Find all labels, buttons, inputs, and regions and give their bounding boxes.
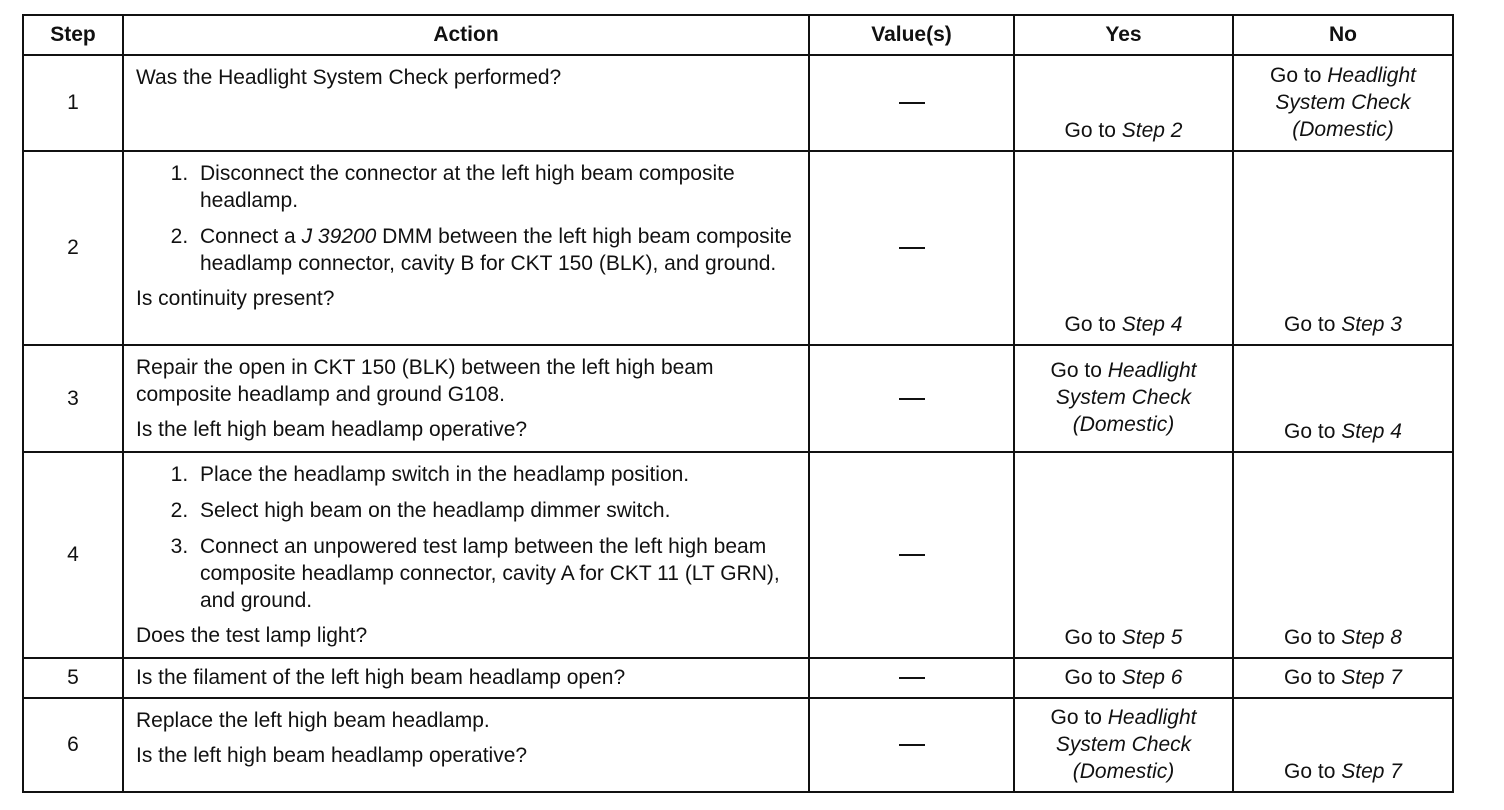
no-target: (Domestic) — [1292, 118, 1394, 141]
action-steps — [136, 160, 798, 277]
action-cell — [123, 452, 809, 658]
yes-target: Step 6 — [1121, 665, 1183, 689]
no-target: Step 3 — [1341, 313, 1402, 336]
em-dash — [899, 102, 925, 104]
diagnostic-table — [22, 14, 1454, 793]
value-cell — [809, 345, 1014, 452]
no-prefix: Go to — [1284, 313, 1336, 336]
step-number: 1 — [23, 55, 123, 151]
no-cell — [1233, 452, 1453, 658]
step-number: 3 — [23, 345, 123, 452]
no-prefix: Go to — [1284, 626, 1336, 649]
header-yes: Yes — [1014, 15, 1233, 55]
step-number: 5 — [23, 658, 123, 698]
yes-target: Step 5 — [1121, 626, 1183, 649]
no-prefix: Go to — [1284, 760, 1336, 783]
action-cell — [123, 658, 809, 698]
action-text: Repair the open in CKT 150 (BLK) between the left high beam composite headlamp and ground G108. — [136, 356, 714, 406]
no-cell — [1233, 698, 1453, 792]
yes-prefix: Go to — [1064, 313, 1116, 336]
yes-prefix: Go to — [1050, 359, 1102, 382]
no-prefix: Go to — [1284, 665, 1336, 689]
table-row — [23, 151, 1453, 345]
action-cell — [123, 55, 809, 151]
action-question: Is continuity present? — [136, 287, 335, 310]
action-step: 3. Connect an unpowered test lamp between the left high beam composite headlamp connector, cavity A for CKT 11 (LT GRN), and ground. — [194, 533, 798, 614]
em-dash — [899, 247, 925, 249]
table-row — [23, 452, 1453, 658]
yes-cell — [1014, 151, 1233, 345]
em-dash — [899, 554, 925, 556]
action-question: Is the left high beam headlamp operative? — [136, 744, 528, 767]
yes-target: Step 4 — [1121, 313, 1183, 336]
no-target: System Check — [1275, 91, 1411, 114]
no-cell — [1233, 55, 1453, 151]
action-cell — [123, 345, 809, 452]
action-question: Is the left high beam headlamp operative? — [136, 418, 528, 441]
table-row — [23, 658, 1453, 698]
no-prefix: Go to — [1284, 420, 1336, 443]
action-step: 1. Place the headlamp switch in the headlamp position. — [194, 461, 798, 488]
no-target: Step 4 — [1341, 420, 1402, 443]
no-target: Headlight — [1327, 64, 1416, 87]
yes-cell — [1014, 452, 1233, 658]
yes-cell — [1014, 658, 1233, 698]
no-prefix: Go to — [1270, 64, 1322, 87]
step-number: 2 — [23, 151, 123, 345]
yes-target: System Check — [1055, 732, 1192, 756]
yes-cell — [1014, 55, 1233, 151]
no-target: Step 8 — [1341, 626, 1402, 649]
table-row — [23, 55, 1453, 151]
action-cell — [123, 151, 809, 345]
no-target: Step 7 — [1341, 665, 1402, 689]
step-number: 4 — [23, 452, 123, 658]
em-dash — [899, 744, 925, 746]
yes-cell — [1014, 345, 1233, 452]
yes-prefix: Go to — [1050, 705, 1102, 729]
action-steps — [136, 461, 798, 614]
header-step: Step — [23, 15, 123, 55]
yes-target: (Domestic) — [1072, 759, 1175, 783]
yes-target: (Domestic) — [1072, 413, 1175, 436]
yes-prefix: Go to — [1064, 665, 1116, 689]
table-row — [23, 698, 1453, 792]
header-action: Action — [123, 15, 809, 55]
action-step: 2. Connect a J 39200 DMM between the left high beam composite headlamp connector, cavity B for CKT 150 (BLK), and ground. — [194, 223, 798, 277]
action-text: Replace the left high beam headlamp. — [136, 709, 490, 732]
yes-cell — [1014, 698, 1233, 792]
value-cell — [809, 55, 1014, 151]
action-step: 1. Disconnect the connector at the left high beam composite headlamp. — [194, 160, 798, 214]
value-cell — [809, 658, 1014, 698]
value-cell — [809, 151, 1014, 345]
action-question: Was the Headlight System Check performed? — [136, 66, 562, 89]
yes-target: Headlight — [1107, 705, 1197, 729]
action-step: 2. Select high beam on the headlamp dimmer switch. — [194, 497, 798, 524]
value-cell — [809, 698, 1014, 792]
yes-prefix: Go to — [1064, 626, 1116, 649]
no-cell — [1233, 151, 1453, 345]
header-row — [23, 15, 1453, 55]
header-no: No — [1233, 15, 1453, 55]
em-dash — [899, 398, 925, 400]
yes-target: System Check — [1055, 386, 1192, 409]
em-dash — [899, 677, 925, 679]
value-cell — [809, 452, 1014, 658]
table-row — [23, 345, 1453, 452]
yes-target: Step 2 — [1121, 119, 1183, 142]
step-number: 6 — [23, 698, 123, 792]
header-values: Value(s) — [809, 15, 1014, 55]
yes-prefix: Go to — [1064, 119, 1116, 142]
no-cell — [1233, 345, 1453, 452]
action-question: Is the filament of the left high beam headlamp open? — [136, 666, 626, 689]
no-target: Step 7 — [1341, 760, 1402, 783]
tool-number: J 39200 — [301, 225, 377, 248]
action-question: Does the test lamp light? — [136, 624, 368, 647]
action-cell — [123, 698, 809, 792]
no-cell — [1233, 658, 1453, 698]
yes-target: Headlight — [1107, 359, 1197, 382]
